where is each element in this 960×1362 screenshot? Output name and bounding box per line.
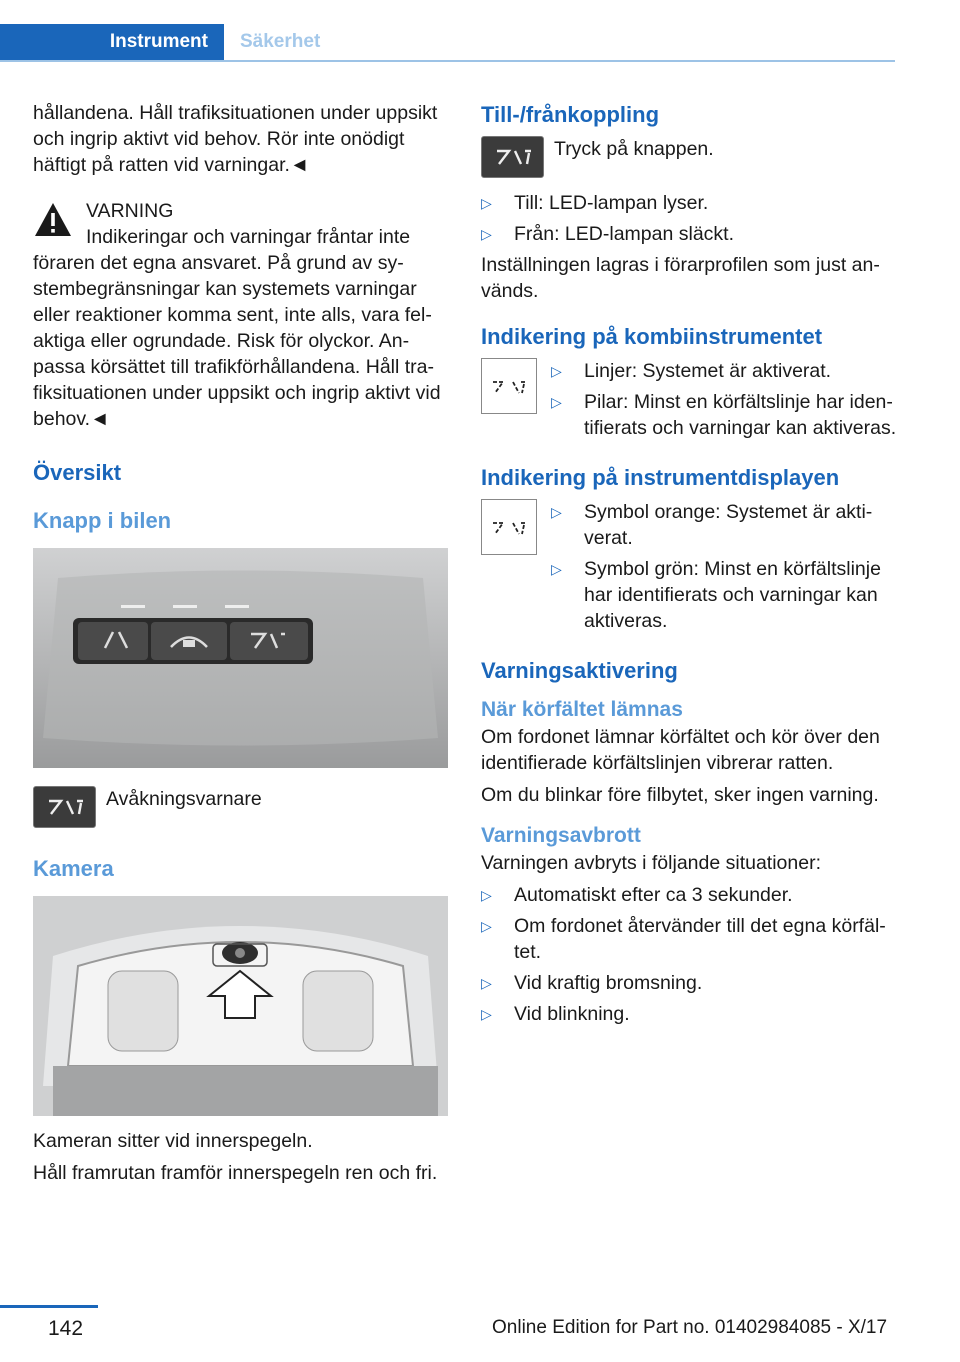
list-item-text: Vid blinkning.	[514, 1003, 630, 1025]
list-item	[551, 358, 899, 384]
warning-block	[33, 198, 448, 250]
bullet-icon: ▷	[481, 195, 492, 211]
camera-clean-text: Håll framrutan framför innerspegeln ren och fri.	[33, 1162, 438, 1184]
chapter-tabs	[0, 24, 895, 62]
heading-kamera: Kamera	[33, 856, 114, 881]
list-item	[481, 913, 899, 965]
blink-text: Om du blinkar före filbytet, sker ingen varning.	[481, 784, 879, 806]
press-button-text: Tryck på knappen.	[554, 138, 714, 160]
bullet-icon: ▷	[481, 975, 492, 991]
button-panel-illustration	[33, 548, 448, 768]
onoff-list	[481, 190, 899, 247]
windshield-camera-illustration	[33, 896, 448, 1116]
warning-first-line: Indikeringar och varningar fråntar inte	[86, 226, 411, 248]
bullet-icon: ▷	[481, 1006, 492, 1022]
list-item	[481, 882, 899, 908]
bullet-icon: ▷	[551, 363, 562, 379]
heading-oversikt: Översikt	[33, 460, 122, 485]
lane-lines-symbol-icon	[481, 499, 537, 555]
intro-paragraph: hållandena. Håll trafiksituationen under uppsikt och ingrip aktivt vid behov. Rör inte onödigt häftigt på ratten vid varningar.◄	[33, 102, 438, 176]
right-column	[481, 100, 899, 1027]
list-item	[481, 190, 899, 216]
list-item-text: Pilar: Minst en körfältslinje har identifierats och varningar kan aktiveras.	[584, 391, 897, 439]
list-item-text: Linjer: Systemet är aktiverat.	[584, 360, 832, 382]
list-item-text: Symbol grön: Minst en körfältslinje har identifierats och varningar kan aktiveras.	[584, 558, 881, 632]
camera-location-text: Kameran sitter vid innerspegeln.	[33, 1130, 313, 1152]
footer-rule	[0, 1305, 98, 1308]
heading-instrumentdisplay: Indikering på instrumentdisplayen	[481, 465, 840, 490]
heading-till-frankoppling: Till-/frånkoppling	[481, 102, 660, 127]
bullet-icon: ▷	[481, 226, 492, 242]
list-item	[481, 221, 899, 247]
list-item	[481, 1001, 899, 1027]
list-item	[551, 499, 899, 551]
warning-triangle-icon	[33, 200, 73, 240]
lane-exit-text: Om fordonet lämnar körfältet och kör över den identifierade körfältslinjen vibrerar ratten.	[481, 726, 880, 774]
bullet-icon: ▷	[551, 504, 562, 520]
setting-saved-text: Inställningen lagras i förarprofilen som just används.	[481, 254, 880, 302]
abort-list	[481, 882, 899, 1027]
heading-varningsavbrott: Varningsavbrott	[481, 824, 641, 847]
display-indicator-row	[481, 499, 899, 634]
lane-departure-button-icon	[33, 786, 96, 828]
lane-departure-button-icon	[481, 136, 544, 178]
page-number: 142	[48, 1317, 84, 1340]
list-item	[481, 970, 899, 996]
button-caption: Avåkningsvarnare	[106, 788, 262, 810]
list-item	[551, 389, 899, 441]
bullet-icon: ▷	[551, 394, 562, 410]
list-item-text: Vid kraftig bromsning.	[514, 972, 703, 994]
list-item-text: Automatiskt efter ca 3 sekunder.	[514, 884, 793, 906]
bullet-icon: ▷	[551, 561, 562, 577]
tab-sakerhet[interactable]: Säkerhet	[240, 31, 321, 52]
lane-lines-symbol-icon	[481, 358, 537, 414]
awakening-warner-row	[33, 786, 448, 828]
heading-nar-korfaltet-lamnas: När körfältet lämnas	[481, 698, 683, 721]
camera-photo	[33, 896, 448, 1116]
heading-kombiinstrument: Indikering på kombiinstrumentet	[481, 324, 823, 349]
list-item-text: Till: LED-lampan lyser.	[514, 192, 709, 214]
heading-varningsaktivering: Varningsaktivering	[481, 658, 678, 683]
tab-instrument[interactable]: Instrument	[0, 24, 224, 60]
button-photo	[33, 548, 448, 768]
warning-title: VARNING	[86, 200, 174, 222]
list-item-text: Om fordonet återvänder till det egna körfältet.	[514, 915, 886, 963]
list-item-text: Symbol orange: Systemet är aktiverat.	[584, 501, 873, 549]
kombi-indicator-row	[481, 358, 899, 441]
list-item-text: Från: LED-lampan släckt.	[514, 223, 734, 245]
warning-text: föraren det egna ansvaret. På grund av systembegränsningar kan systemets varningar eller reaktioner komma sent, inte alls, vara felaktiga eller ogrundade. Risk för olyckor. Anpassa körsättet till trafikförhållandena. Håll trafiksituationen under uppsikt och ingrip aktivt vid behov.◄	[33, 252, 441, 430]
heading-knapp-i-bilen: Knapp i bilen	[33, 508, 172, 533]
bullet-icon: ▷	[481, 887, 492, 903]
left-column	[33, 100, 448, 1186]
list-item	[551, 556, 899, 634]
bullet-icon: ▷	[481, 918, 492, 934]
abort-intro-text: Varningen avbryts i följande situationer:	[481, 852, 822, 874]
press-button-row	[481, 136, 899, 178]
edition-text: Online Edition for Part no. 01402984085 - X/17	[492, 1317, 888, 1338]
